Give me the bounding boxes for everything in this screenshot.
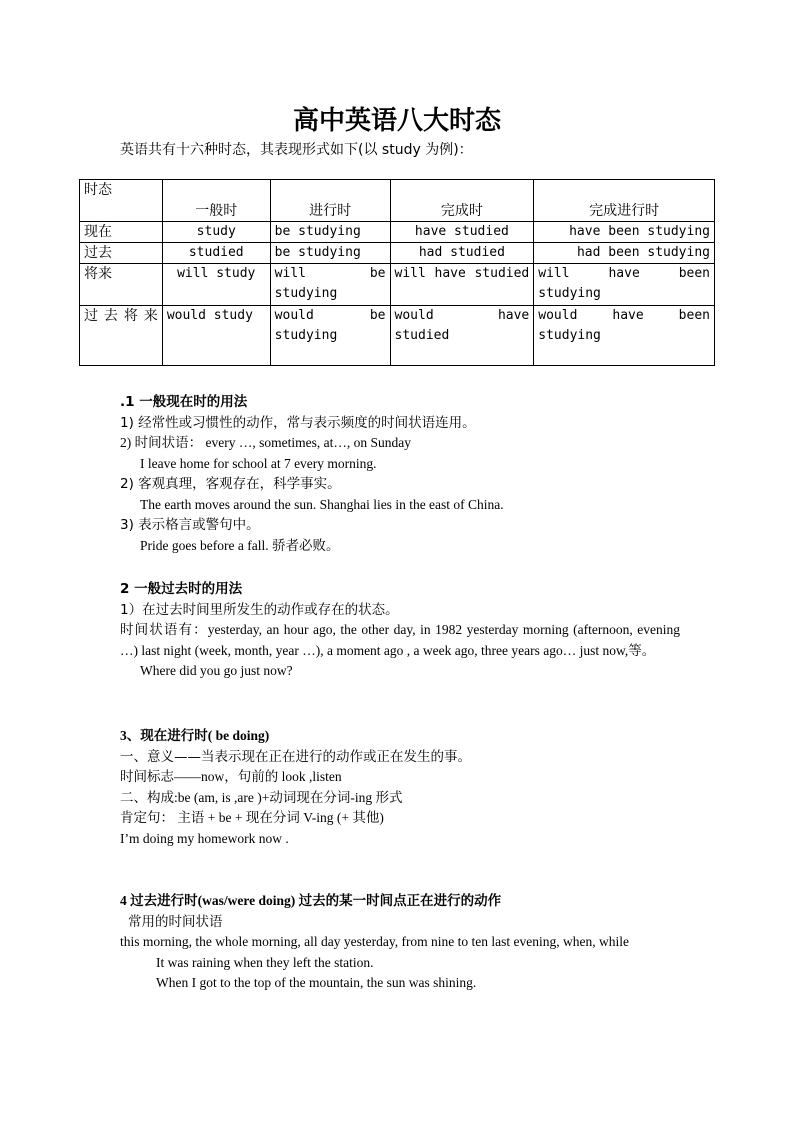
row-label: 将来	[80, 264, 163, 306]
paragraph: 二、构成:be (am, is ,are )+动词现在分词-ing 形式	[120, 789, 403, 805]
section-heading: .1 一般现在时的用法	[120, 394, 248, 410]
paragraph: 一、意义——当表示现在正在进行的动作或正在发生的事。	[120, 748, 471, 765]
table-row	[80, 243, 715, 264]
table-cell: study	[162, 222, 270, 243]
table-cell: will study	[162, 264, 270, 306]
table-cell: studied	[162, 243, 270, 264]
example-sentence: It was raining when they left the station.	[156, 954, 374, 970]
table-cell: would be studying	[270, 306, 390, 366]
row-label: 过去	[80, 243, 163, 264]
row-label: 过去将来	[80, 306, 163, 366]
paragraph: 1) 经常性或习惯性的动作，常与表示频度的时间状语连用。	[120, 414, 476, 431]
paragraph: 时间状语有：yesterday, an hour ago, the other day, in 1982 yesterday morning (afternoon, evening …) last night (week, month, year …), a moment ago , a week ago, three years ago… just now,等。	[120, 622, 680, 658]
table-row	[80, 264, 715, 306]
paragraph: 常用的时间状语	[128, 913, 223, 930]
column-header: 完成时	[390, 180, 534, 222]
table-cell: had been studying	[534, 243, 715, 264]
table-cell: be studying	[270, 222, 390, 243]
page-title: 高中英语八大时态	[292, 106, 501, 136]
section-heading: 2 一般过去时的用法	[120, 581, 243, 597]
example-sentence: Where did you go just now?	[140, 663, 293, 678]
table-cell: would have been studying	[534, 306, 715, 366]
section-present-progressive	[120, 726, 680, 849]
example-sentence: Pride goes before a fall. 骄者必败。	[140, 537, 340, 553]
table-cell: will be studying	[270, 264, 390, 306]
table-cell: will have been studying	[534, 264, 715, 306]
paragraph: this morning, the whole morning, all day yesterday, from nine to ten last evening, when, while	[120, 934, 630, 949]
table-cell: had studied	[390, 243, 534, 264]
section-past-progressive	[120, 891, 680, 994]
paragraph: 时间标志——now，句前的 look ,listen	[120, 769, 342, 784]
table-cell: would have studied	[390, 306, 534, 366]
table-cell: will have studied	[390, 264, 534, 306]
table-header-row	[80, 180, 715, 222]
table-cell: be studying	[270, 243, 390, 264]
table-row	[80, 222, 715, 243]
table-cell: would study	[162, 306, 270, 366]
column-header: 一般时	[162, 180, 270, 222]
section-heading: 4 过去进行时(was/were doing) 过去的某一时间点正在进行的动作	[120, 893, 502, 908]
table-corner: 时态	[80, 180, 163, 222]
table-cell: have been studying	[534, 222, 715, 243]
paragraph: 2) 时间状语： every …, sometimes, at…, on Sunday	[120, 435, 411, 450]
example-sentence: I’m doing my homework now .	[120, 830, 289, 846]
example-sentence: I leave home for school at 7 every morning.	[140, 455, 377, 471]
intro-text: 英语共有十六种时态，其表现形式如下(以 study 为例)：	[120, 142, 473, 158]
paragraph: 3) 表示格言或警句中。	[120, 517, 260, 533]
table-cell: have studied	[390, 222, 534, 243]
section-simple-past	[120, 579, 680, 682]
section-heading: 3、现在进行时( be doing)	[120, 728, 270, 743]
example-sentence: When I got to the top of the mountain, the sun was shining.	[156, 975, 477, 990]
paragraph: 肯定句： 主语 + be + 现在分词 V-ing (+ 其他)	[120, 810, 384, 825]
row-label: 现在	[80, 222, 163, 243]
tense-table	[79, 179, 715, 366]
column-header: 进行时	[270, 180, 390, 222]
column-header: 完成进行时	[534, 180, 715, 222]
paragraph: 2) 客观真理，客观存在，科学事实。	[120, 476, 341, 492]
paragraph: 1）在过去时间里所发生的动作或存在的状态。	[120, 601, 399, 618]
table-row	[80, 306, 715, 366]
section-simple-present	[120, 392, 680, 556]
example-sentence: The earth moves around the sun. Shanghai lies in the east of China.	[140, 496, 504, 512]
